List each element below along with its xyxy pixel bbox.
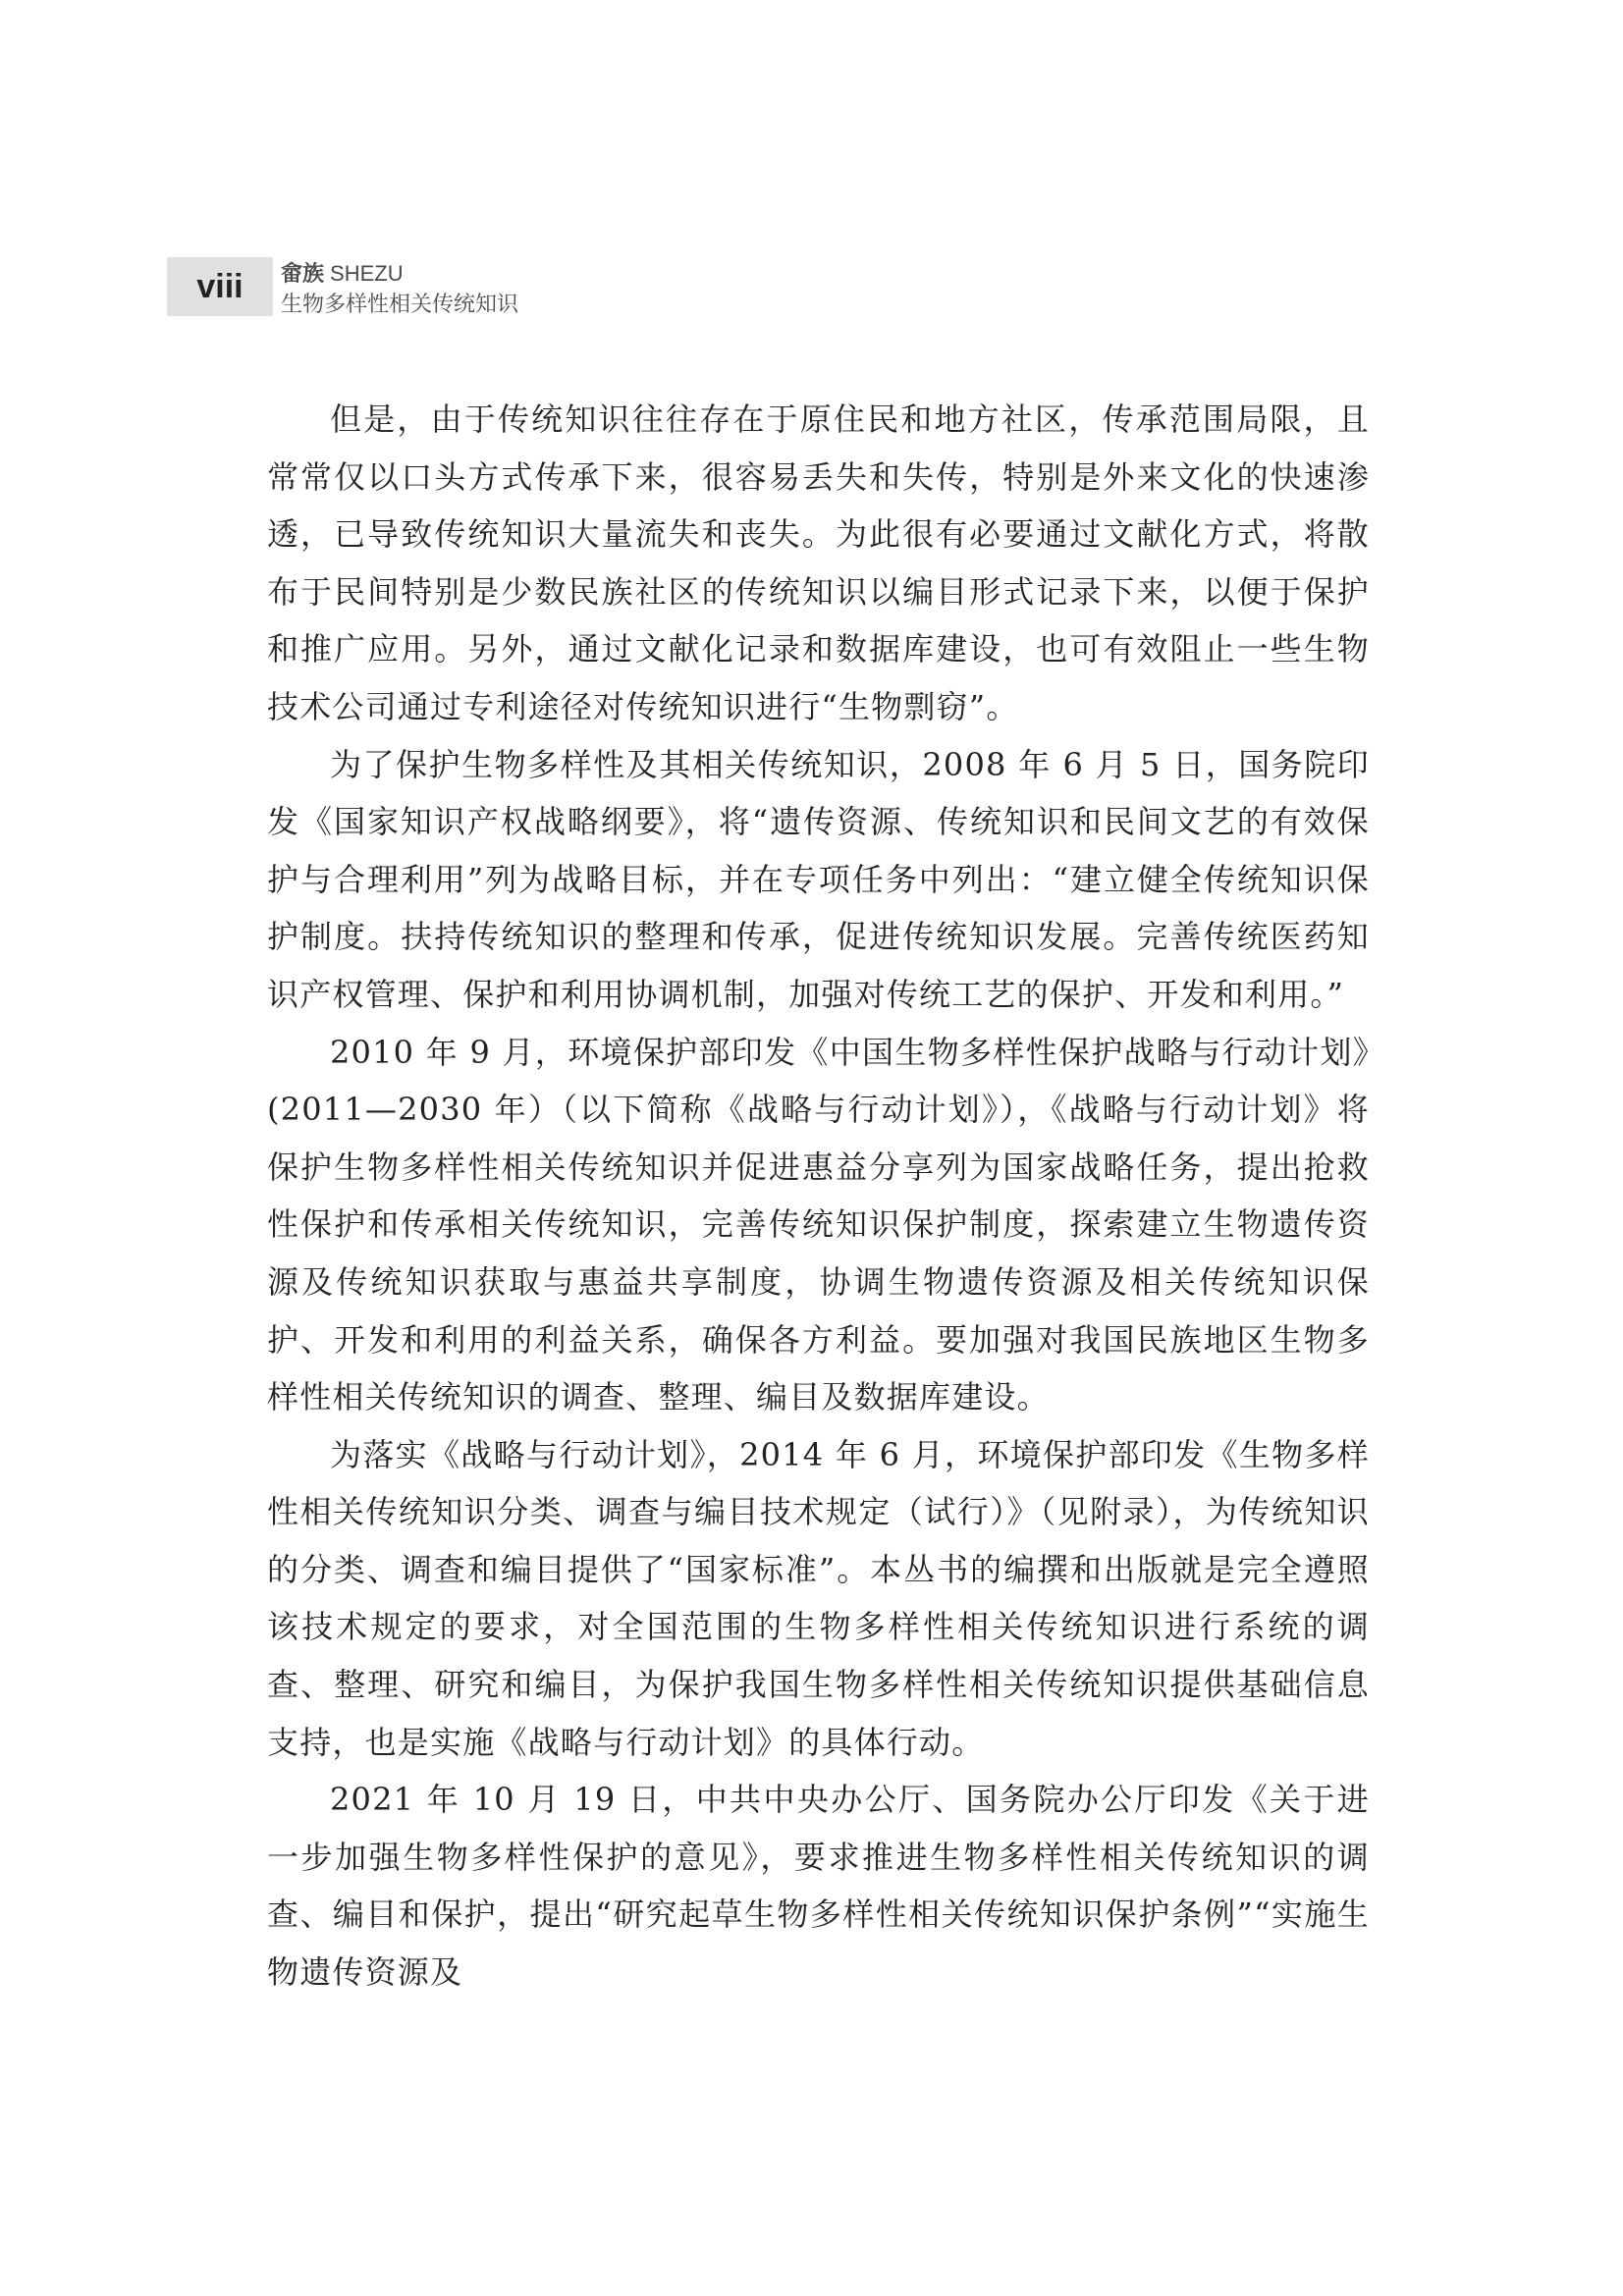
paragraph-4: 为落实《战略与行动计划》，2014 年 6 月，环境保护部印发《生物多样性相关传统知识分类、调查与编目技术规定（试行）》（见附录），为传统知识的分类、调查和编目提供了“国家标准”。本丛书的编撰和出版就是完全遵照该技术规定的要求，对全国范围的生物多样性相关传统知识进行系统的调查、整理、研究和编目，为保护我国生物多样性相关传统知识提供基础信息支持，也是实施《战略与行动计划》的具体行动。	[267, 1435, 1370, 1761]
running-header	[281, 259, 518, 321]
paragraph-2: 为了保护生物多样性及其相关传统知识，2008 年 6 月 5 日，国务院印发《国家知识产权战略纲要》，将“遗传资源、传统知识和民间文艺的有效保护与合理利用”列为战略目标，并在专项任务中列出：“建立健全传统知识保护制度。扶持传统知识的整理和传承，促进传统知识发展。完善传统医药知识产权管理、保护和利用协调机制，加强对传统工艺的保护、开发和利用。”	[267, 745, 1370, 1013]
page-number: viii	[167, 257, 273, 316]
series-title	[281, 259, 518, 290]
series-title-en: SHEZU	[330, 261, 404, 286]
body-text	[267, 391, 1370, 2002]
book-subtitle: 生物多样性相关传统知识	[281, 293, 519, 317]
series-title-zh: 畲族	[281, 262, 325, 287]
paragraph-1: 但是，由于传统知识往往存在于原住民和地方社区，传承范围局限，且常常仅以口头方式传承下来，很容易丢失和失传，特别是外来文化的快速渗透，已导致传统知识大量流失和丧失。为此很有必要通过文献化方式，将散布于民间特别是少数民族社区的传统知识以编目形式记录下来，以便于保护和推广应用。另外，通过文献化记录和数据库建设，也可有效阻止一些生物技术公司通过专利途径对传统知识进行“生物剽窃”。	[267, 400, 1370, 725]
paragraph-5: 2021 年 10 月 19 日，中共中央办公厅、国务院办公厅印发《关于进一步加强生物多样性保护的意见》，要求推进生物多样性相关传统知识的调查、编目和保护，提出“研究起草生物多样性相关传统知识保护条例”“实施生物遗传资源及	[267, 1781, 1370, 1992]
paragraph-3: 2010 年 9 月，环境保护部印发《中国生物多样性保护战略与行动计划》(2011—2030 年）（以下简称《战略与行动计划》），《战略与行动计划》将保护生物多样性相关传统知识并促进惠益分享列为国家战略任务，提出抢救性保护和传承相关传统知识，完善传统知识保护制度，探索建立生物遗传资源及传统知识获取与惠益共享制度，协调生物遗传资源及相关传统知识保护、开发和利用的利益关系，确保各方利益。要加强对我国民族地区生物多样性相关传统知识的调查、整理、编目及数据库建设。	[267, 1033, 1370, 1416]
